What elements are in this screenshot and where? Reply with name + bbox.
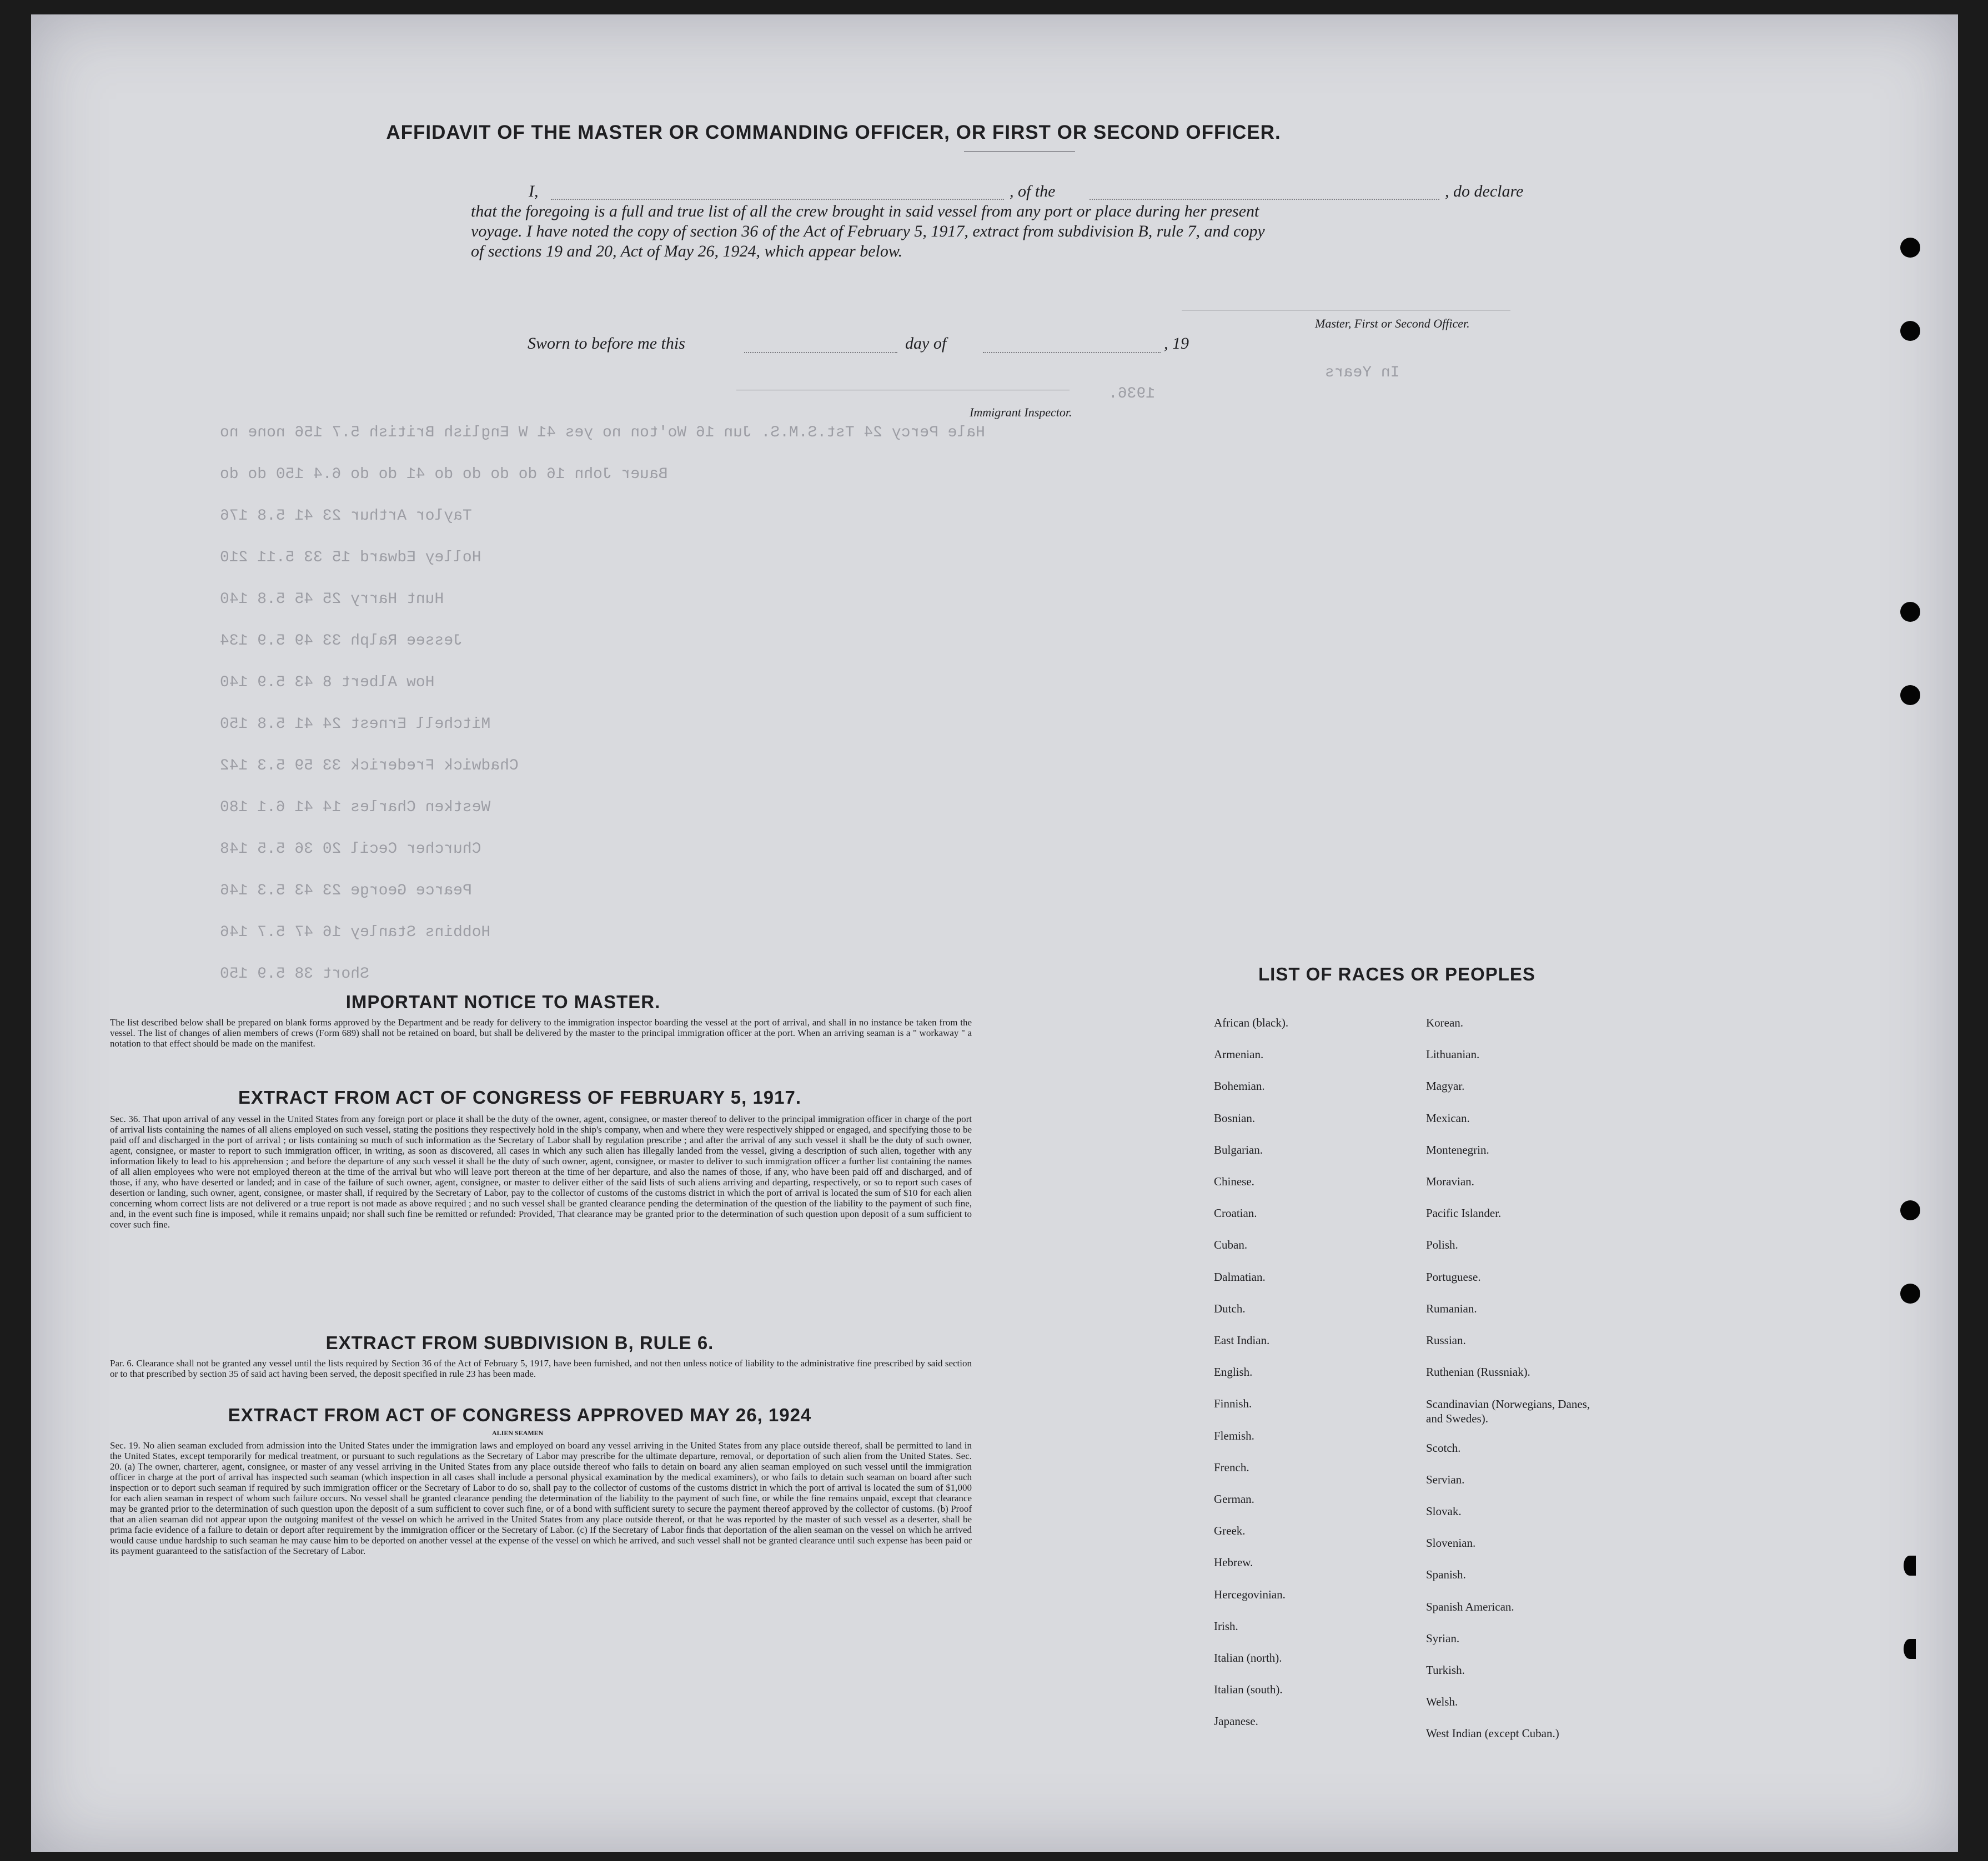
ghost-row: In Years <box>1325 364 1400 381</box>
race-item: Rumanian. <box>1426 1301 1477 1315</box>
punch-hole <box>1900 1200 1920 1220</box>
ghost-row: Hobbins Stanley 16 47 5.7 146 <box>220 924 491 941</box>
race-item: Moravian. <box>1426 1175 1474 1188</box>
alien-seamen-subtitle: ALIEN SEAMEN <box>492 1429 544 1437</box>
punch-hole <box>1900 238 1920 258</box>
ghost-row: Hale Percy 24 Tst.S.M.S. Jun 16 Wo'ton no yes 41 W English British 5.7 156 none no <box>220 424 985 441</box>
race-item: Dalmatian. <box>1214 1270 1266 1284</box>
inspector-caption: Immigrant Inspector. <box>970 405 1072 419</box>
sworn-prefix: Sworn to before me this <box>528 334 685 353</box>
race-item: Lithuanian. <box>1426 1048 1480 1062</box>
race-item: Japanese. <box>1214 1714 1258 1728</box>
race-item: Bohemian. <box>1214 1079 1265 1093</box>
extract-rule6-title: EXTRACT FROM SUBDIVISION B, RULE 6. <box>325 1332 714 1353</box>
race-item: German. <box>1214 1492 1254 1506</box>
race-item: Bulgarian. <box>1214 1143 1263 1156</box>
ghost-row: Holley Edward 15 33 5.11 210 <box>220 549 481 566</box>
race-item: Magyar. <box>1426 1079 1465 1093</box>
race-item: East Indian. <box>1214 1334 1270 1347</box>
race-item: Spanish American. <box>1426 1600 1514 1613</box>
notice-text: The list described below shall be prepared on blank forms approved by the Department and be ready for delivery to the immigration inspector boarding the vessel at the port of arrival, and shall in no instance be taken from the vessel. The list of changes of alien members of crews (Form 689) shall not be retained on board, but shall be delivered by the master to the principal immigration officer at the port. When an arriving seaman is a " workaway " a notation to that effect should be made on the manifest. <box>110 1017 972 1049</box>
punch-hole <box>1904 1639 1916 1659</box>
punch-hole <box>1900 602 1920 622</box>
race-item: Korean. <box>1426 1016 1464 1029</box>
race-item: Syrian. <box>1426 1631 1460 1645</box>
ghost-row: 1936. <box>1108 385 1156 403</box>
affidavit-of-the: , of the <box>1010 182 1056 200</box>
race-item: Scandinavian (Norwegians, Danes, and Swedes). <box>1426 1397 1590 1426</box>
race-item: Scotch. <box>1426 1441 1461 1455</box>
affidavit-i: I, <box>529 182 539 200</box>
extract-1917-title: EXTRACT FROM ACT OF CONGRESS OF FEBRUARY 5, 1917. <box>238 1087 802 1108</box>
ghost-row: Westken Charles 14 41 6.1 180 <box>220 799 491 816</box>
affidavit-line-2: that the foregoing is a full and true list of all the crew brought in said vessel from any port or place during her present <box>471 202 1259 220</box>
race-item: Dutch. <box>1214 1301 1246 1315</box>
race-item: Armenian. <box>1214 1048 1264 1062</box>
sworn-line <box>528 334 1249 353</box>
punch-hole <box>1900 685 1920 705</box>
race-item: Italian (north). <box>1214 1651 1282 1664</box>
affidavit-line-3: voyage. I have noted the copy of section 36 of the Act of February 5, 1917, extract from subdivision B, rule 7, and copy <box>471 222 1265 240</box>
punch-hole <box>1904 1556 1916 1576</box>
ghost-row: Short 38 5.9 150 <box>220 965 369 983</box>
race-item: Polish. <box>1426 1238 1458 1252</box>
race-item: English. <box>1214 1365 1253 1379</box>
race-item: French. <box>1214 1460 1249 1474</box>
ghost-row: Taylor Arthur 23 41 5.8 176 <box>220 507 472 525</box>
sworn-year: , 19 <box>1164 334 1189 353</box>
ghost-row: Bauer John 16 do do do do 41 do do 6.4 150 do do <box>220 466 668 483</box>
race-item: Flemish. <box>1214 1429 1254 1442</box>
sworn-day-of: day of <box>905 334 947 353</box>
ghost-row: Jessee Ralph 33 49 5.9 134 <box>220 632 463 650</box>
ghost-row: Mitchell Ernest 24 41 5.8 150 <box>220 716 491 733</box>
ghost-row: Pearce George 23 43 5.3 146 <box>220 882 472 899</box>
extract-1924-text: Sec. 19. No alien seaman excluded from admission into the United States under the immigration laws and employed on board any vessel arriving in the United States from any place outside thereof, shall be permitted to land in the United States, except temporarily for medical treatment, or pursuant to such regulations as the Secretary of Labor may prescribe for the ultimate departure, removal, or deportation of such alien from the United States. Sec. 20. (a) The owner, charterer, agent, consignee, or master of any vessel arriving in the United States from any place outside thereof who fails to detain on board any alien seaman employed on such vessel until the immigration officer in charge at the port of arrival has inspected such seaman (which inspection in all cases shall include a personal physical examination by the medical examiners), or who fails to detain such seaman on board after such inspection or to deport such seaman if required by such immigration officer or the Secretary of Labor to do so, shall pay to the collector of customs of the customs district in which the port of arrival is located the sum of $1,000 for each alien seaman in respect of whom such failure occurs. No vessel shall be granted clearance pending the determination of the liability to the payment of such fine, or while the fine remains unpaid, except that clearance may be granted prior to the determination of such question upon the deposit of a sum sufficient to cover such fine, or of a bond with sufficient surety to secure the payment thereof approved by the collector of customs. (b) Proof that an alien seaman did not appear upon the outgoing manifest of the vessel on which he arrived in the United States from any place outside thereof, or that he was reported by the master of such vessel as a deserter, shall be prima facie evidence of a failure to detain or deport after requirement by the immigration officer or the Secretary of Labor. (c) If the Secretary of Labor finds that deportation of the alien seaman on the vessel on which he arrived would cause undue hardship to such seaman he may cause him to be deported on another vessel at the expense of the vessel on which he arrived, and such vessel shall not be granted clearance until such expense has been paid or its payment guaranteed to the satisfaction of the Secretary of Labor. <box>110 1440 972 1556</box>
ghost-row: How Albert 8 43 5.9 140 <box>220 674 435 691</box>
vessel-blank <box>1090 199 1439 200</box>
day-blank <box>744 352 897 353</box>
race-item: Chinese. <box>1214 1175 1254 1188</box>
race-item: Slovenian. <box>1426 1536 1476 1550</box>
race-item: Slovak. <box>1426 1505 1462 1518</box>
extract-1924-title: EXTRACT FROM ACT OF CONGRESS APPROVED MAY 26, 1924 <box>228 1405 812 1425</box>
race-item: Portuguese. <box>1426 1270 1481 1284</box>
race-item: Cuban. <box>1214 1238 1248 1252</box>
affidavit-line-1 <box>529 182 1595 201</box>
affidavit-title: AFFIDAVIT OF THE MASTER OR COMMANDING OFFICER, OR FIRST OR SECOND OFFICER. <box>386 122 1281 143</box>
punch-hole <box>1900 321 1920 341</box>
race-item: Croatian. <box>1214 1206 1257 1220</box>
punch-hole <box>1900 1284 1920 1304</box>
race-item: Montenegrin. <box>1426 1143 1489 1156</box>
races-title: LIST OF RACES OR PEOPLES <box>1258 964 1535 984</box>
race-item: Hercegovinian. <box>1214 1587 1286 1601</box>
extract-rule6-text: Par. 6. Clearance shall not be granted any vessel until the lists required by Section 36 of the Act of February 5, 1917, have been furnished, and not then unless notice of liability to the administrative fine prescribed by said section or to that prescribed by section 35 of said act having been served, the deposit specified in rule 23 has been made. <box>110 1358 972 1379</box>
race-item: Pacific Islander. <box>1426 1206 1502 1220</box>
race-item: Welsh. <box>1426 1695 1458 1709</box>
race-item: Servian. <box>1426 1472 1465 1486</box>
title-underline <box>964 151 1075 152</box>
race-item: Ruthenian (Russniak). <box>1426 1365 1530 1379</box>
extract-1917-text: Sec. 36. That upon arrival of any vessel in the United States from any foreign port or place it shall be the duty of the owner, agent, consignee, or master thereof to deliver to the principal immigration officer in charge of the port of arrival lists containing the names of all aliens employed on such vessel, stating the positions they respectively hold in the ship's company, when and where they were respectively shipped or engaged, and specifying those to be paid off and discharged in the port of arrival ; or lists containing so much of such information as the Secretary of Labor shall by regulation prescribe ; and after the arrival of any such vessel it shall be the duty of such owner, agent, consignee, or master to report to such immigration officer, in writing, as soon as discovered, all cases in which any such alien has illegally landed from the vessel, giving a description of such alien, together with any information likely to lead to his apprehension ; and before the departure of any such vessel it shall be the duty of such owner, agent, consignee, or master to deliver to such immigration officer a further list containing the names of all alien employees who were not employed thereon at the time of the arrival but who will leave port thereon at the time of her departure, and also the names of those, if any, who have been paid off and discharged, and of those, if any, who have deserted or landed; and in case of the failure of such owner, agent, consignee, or master to deliver either of the said lists of such aliens arriving and departing, respectively, or so to report such cases of desertion or landing, such owner, agent, consignee, or master shall, if required by the Secretary of Labor, pay to the collector of customs of the customs district in which the port of arrival is located the sum of $10 for each alien concerning whom correct lists are not delivered or a true report is not made as above required ; and no such vessel shall be granted clearance pending the determination of the question of the liability to the payment of such fine, and, in the event such fine is imposed, while it remains unpaid; nor shall such fine be remitted or refunded: Provided, That clearance may be granted prior to the determination of such question upon deposit of a sum sufficient to cover such fine. <box>110 1114 972 1230</box>
affidavit-declare: , do declare <box>1445 182 1524 200</box>
race-item: Spanish. <box>1426 1568 1466 1582</box>
race-item: Finnish. <box>1214 1397 1252 1411</box>
notice-title: IMPORTANT NOTICE TO MASTER. <box>345 992 661 1012</box>
signature-caption: Master, First or Second Officer. <box>1315 316 1470 330</box>
ghost-row: Hunt Harry 25 45 5.8 140 <box>220 591 444 608</box>
race-item: Greek. <box>1214 1524 1246 1538</box>
race-item: Turkish. <box>1426 1663 1465 1677</box>
race-item: Bosnian. <box>1214 1111 1256 1125</box>
ghost-row: Chadwick Frederick 33 59 5.3 142 <box>220 757 519 774</box>
race-item: Italian (south). <box>1214 1683 1283 1697</box>
name-blank <box>551 199 1004 200</box>
affidavit-line-4: of sections 19 and 20, Act of May 26, 1924, which appear below. <box>471 242 903 260</box>
race-item: African (black). <box>1214 1016 1289 1029</box>
race-item: Mexican. <box>1426 1111 1470 1125</box>
race-item: Hebrew. <box>1214 1556 1253 1570</box>
race-item: West Indian (except Cuban.) <box>1426 1727 1559 1741</box>
month-blank <box>983 352 1161 353</box>
race-item: Russian. <box>1426 1334 1466 1347</box>
document-page <box>31 14 1958 1852</box>
race-item: Irish. <box>1214 1619 1238 1633</box>
ghost-row: Churcher Cecil 20 36 5.5 148 <box>220 841 481 858</box>
